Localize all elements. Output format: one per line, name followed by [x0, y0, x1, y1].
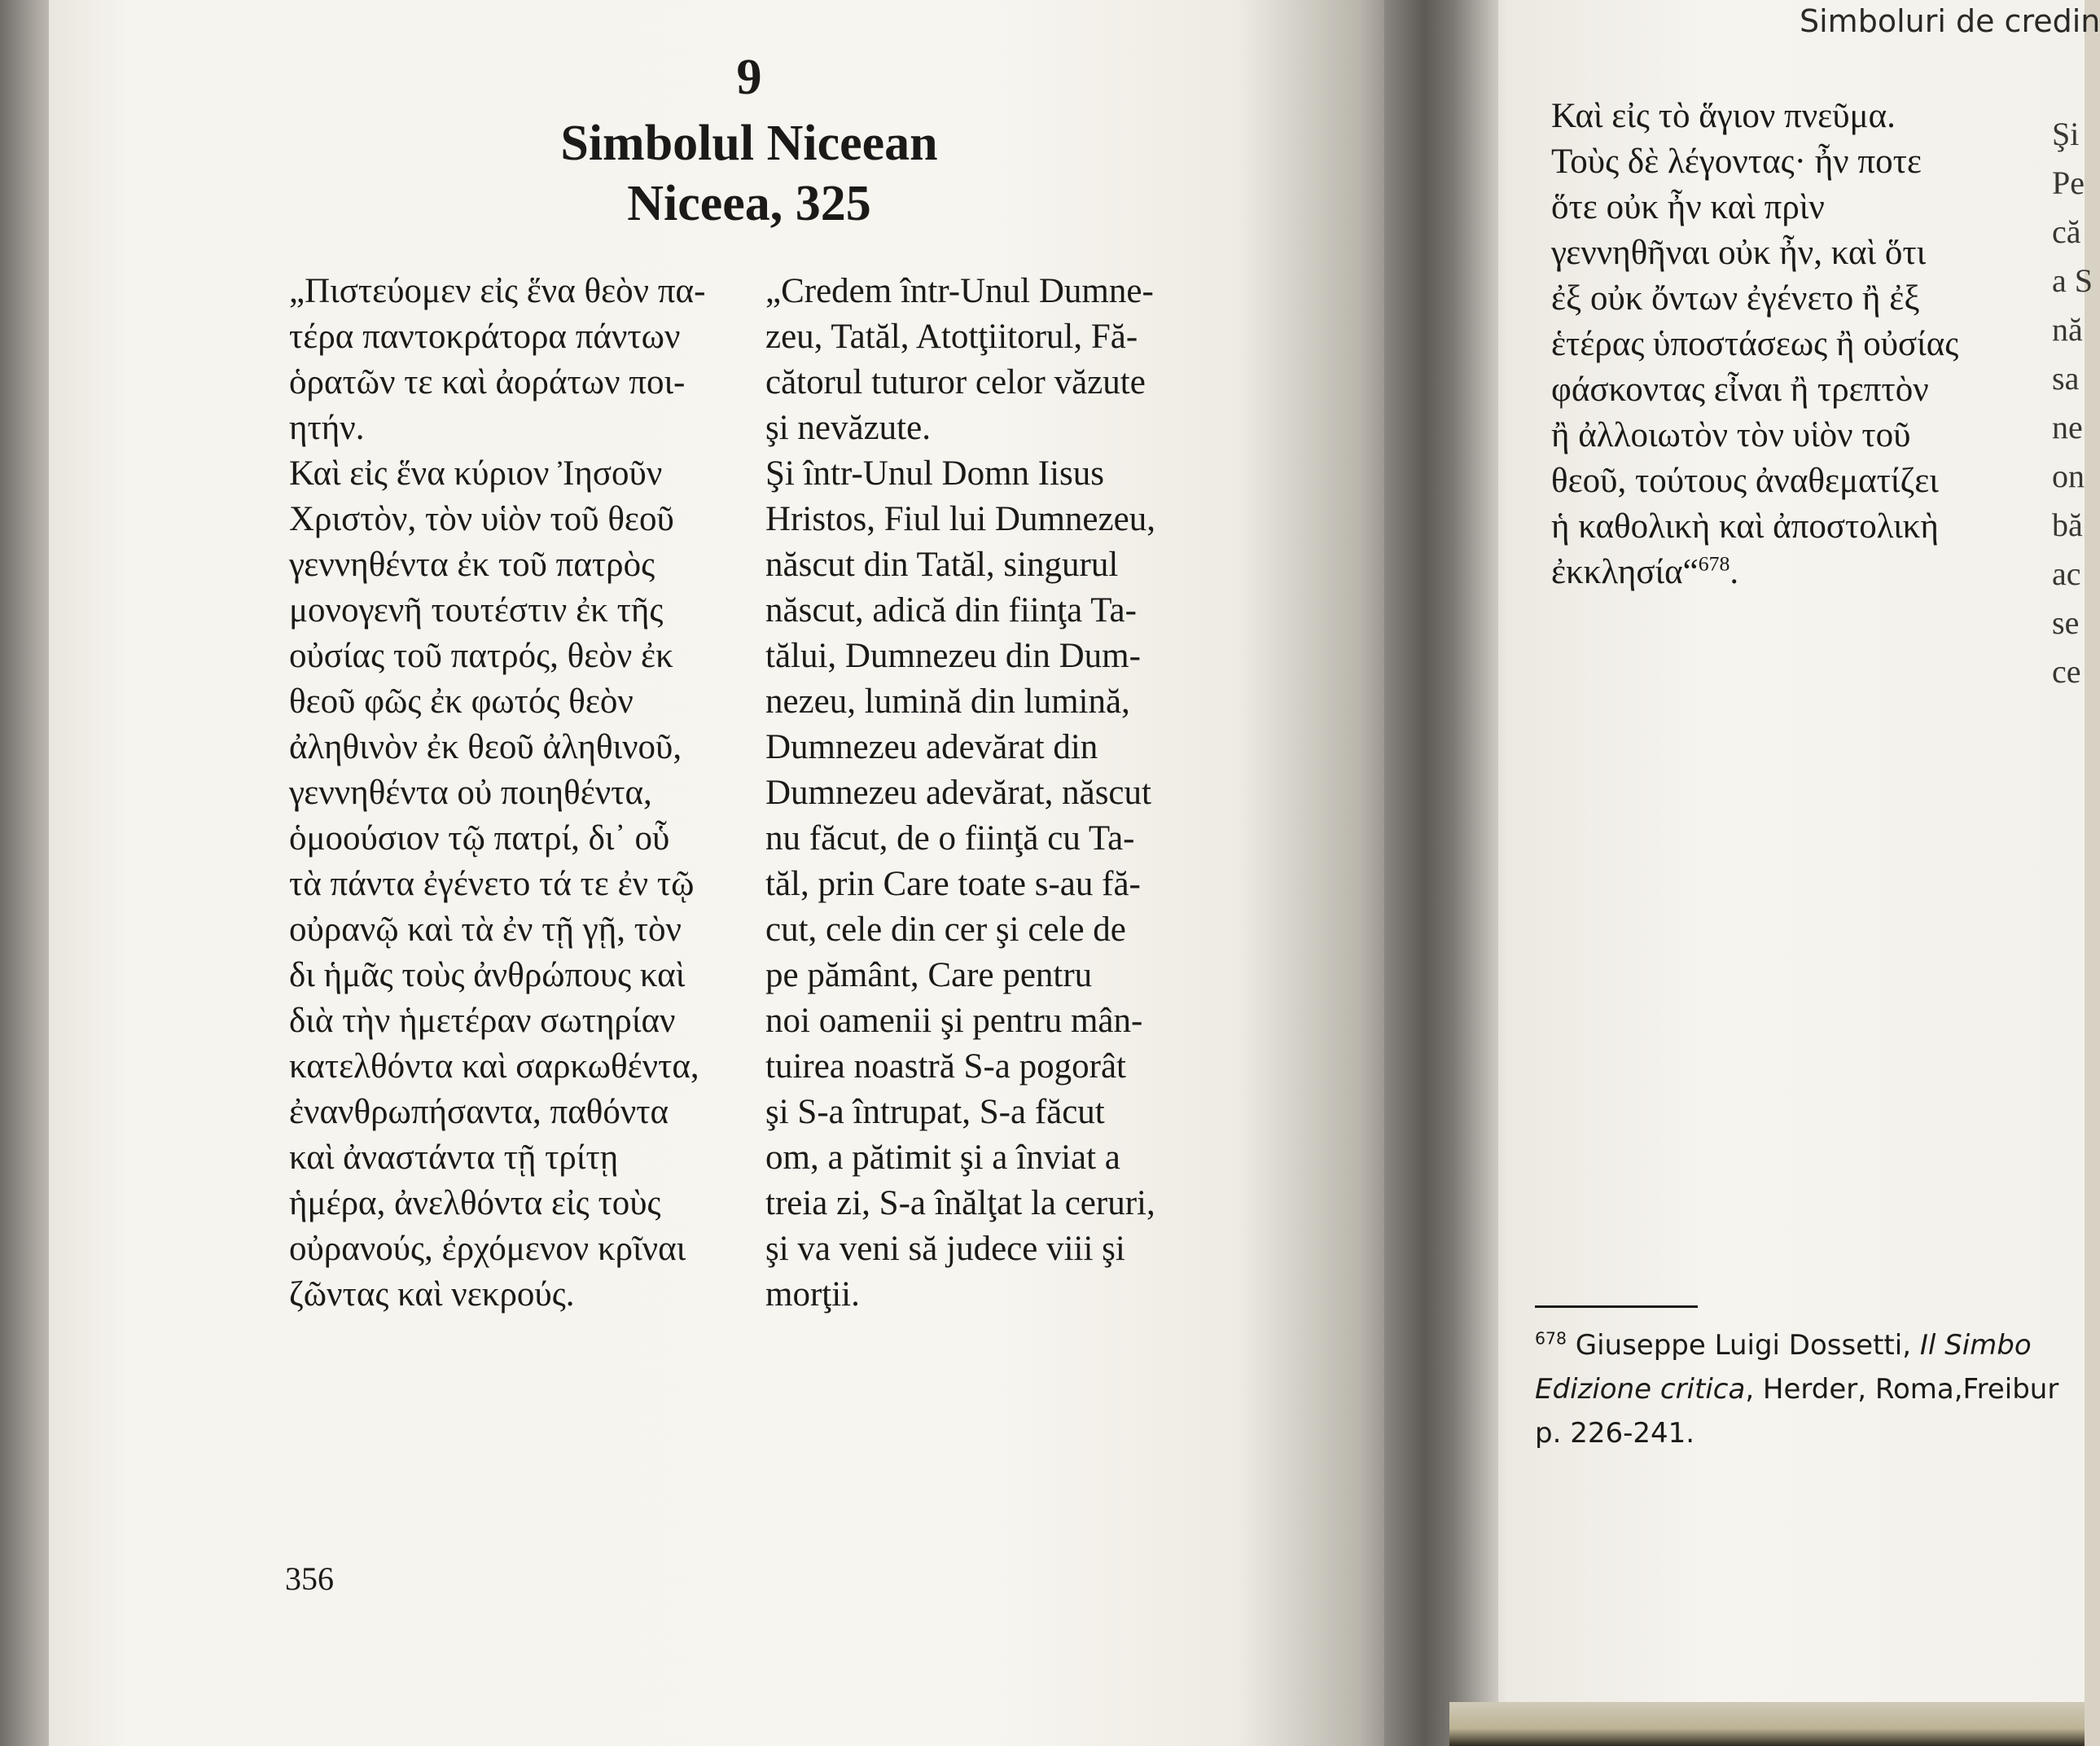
- romanian-text-line: tuirea noastră S-a pogorât: [765, 1047, 1126, 1086]
- greek-text-line: ητήν.: [289, 409, 365, 447]
- footnote-line-2: [1535, 1367, 2085, 1411]
- greek-text-line: ἀληθινὸν ἐκ θεοῦ ἀληθινοῦ,: [289, 728, 682, 766]
- text-line: ἢ ἀλλοιωτὸν τὸν υἱὸν τοῦ: [1551, 416, 1911, 454]
- romanian-text-line: nu făcut, de o fiinţă cu Ta-: [765, 819, 1135, 858]
- footnote-reference[interactable]: 678: [1698, 551, 1730, 576]
- greek-text-line: οὐρανῷ καὶ τὰ ἐν τῇ γῇ, τὸν: [289, 910, 682, 949]
- romanian-text-line: şi S-a întrupat, S-a făcut: [765, 1093, 1105, 1131]
- clipped-text-line: ac: [2052, 555, 2081, 592]
- text-line: ὅτε οὐκ ἦν καὶ πρὶν: [1551, 188, 1825, 226]
- footnote-line-1: [1535, 1323, 2085, 1367]
- romanian-text-line: morţii.: [765, 1275, 860, 1314]
- text-line: Τοὺς δὲ λέγοντας· ἦν ποτε: [1551, 143, 1922, 181]
- clipped-text-line: se: [2052, 604, 2080, 641]
- greek-text-line: ἐνανθρωπήσαντα, παθόντα: [289, 1093, 669, 1131]
- romanian-text-line: cătorul tuturor celor văzute: [765, 363, 1146, 401]
- greek-text-line: θεοῦ φῶς ἐκ φωτός θεὸν: [289, 682, 634, 721]
- greek-text-line: οὐσίας τοῦ πατρός, θεὸν ἐκ: [289, 637, 673, 675]
- romanian-text-line: şi va veni să judece viii şi: [765, 1230, 1125, 1268]
- book-bottom-edge: [1449, 1702, 2085, 1746]
- text-line: θεοῦ, τούτους ἀναθεματίζει: [1551, 462, 1939, 500]
- romanian-text-line: cut, cele din cer şi cele de: [765, 910, 1126, 949]
- running-head: Simboluri de credin: [1800, 3, 2100, 39]
- clipped-text-line: Pe: [2052, 165, 2085, 201]
- greek-text-line: ἡμέρα, ἀνελθόντα εἰς τοὺς: [289, 1184, 661, 1222]
- romanian-text-column: [765, 269, 1254, 1318]
- chapter-title: Simbolul Niceean: [560, 116, 938, 171]
- greek-text-line: τέρα παντοκράτορα πάντων: [289, 318, 681, 356]
- clipped-text-line: nă: [2052, 311, 2083, 348]
- romanian-text-line: noi oamenii şi pentru mân-: [765, 1002, 1143, 1040]
- text-line: Καὶ εἰς τὸ ἅγιον πνεῦμα.: [1551, 97, 1896, 135]
- book-gutter: [1384, 0, 1498, 1746]
- greek-text-line: Καὶ εἰς ἕνα κύριον Ἰησοῦν: [289, 454, 663, 493]
- romanian-text-line: pe pământ, Care pentru: [765, 956, 1093, 994]
- greek-text-line: καὶ ἀναστάντα τῇ τρίτῃ: [289, 1138, 619, 1177]
- clipped-text-line: on: [2052, 458, 2085, 494]
- greek-text-line: Χριστὸν, τὸν υἱὸν τοῦ θεοῦ: [289, 500, 674, 538]
- text-line: ἡ καθολικὴ καὶ ἀποστολικὴ: [1551, 507, 1939, 546]
- romanian-text-line: Hristos, Fiul lui Dumnezeu,: [765, 500, 1155, 538]
- romanian-text-line: Dumnezeu adevărat din: [765, 728, 1098, 766]
- text-line: ἐκκλησία“$^{678}$.: [1551, 551, 1739, 591]
- text-line: ἐξ οὐκ ὄντων ἐγένετο ἢ ἐξ: [1551, 279, 1920, 318]
- greek-text-line: γεννηθέντα οὐ ποιηθέντα,: [289, 774, 652, 812]
- clipped-text-line: Şi: [2052, 116, 2080, 152]
- romanian-text-line: zeu, Tatăl, Atotţiitorul, Fă-: [765, 318, 1138, 356]
- clipped-text-line: ce: [2052, 653, 2081, 690]
- greek-text-line: κατελθόντα καὶ σαρκωθέντα,: [289, 1047, 699, 1086]
- romanian-text-line: şi nevăzute.: [765, 409, 931, 447]
- chapter-number: 9: [736, 50, 762, 105]
- romanian-text-line: născut, adică din fiinţa Ta-: [765, 591, 1137, 630]
- text-line: φάσκοντας εἶναι ἢ τρεπτὸν: [1551, 371, 1929, 409]
- greek-text-line: γεννηθέντα ἐκ τοῦ πατρὸς: [289, 546, 655, 584]
- romanian-text-line: treia zi, S-a înălţat la ceruri,: [765, 1184, 1155, 1222]
- clipped-text-line: ne: [2052, 409, 2083, 445]
- clipped-text-line: bă: [2052, 507, 2083, 543]
- romanian-text-line: „Credem într-Unul Dumne-: [765, 272, 1154, 310]
- greek-text-line: οὐρανούς, ἐρχόμενον κρῖναι: [289, 1230, 686, 1268]
- footnote: [1535, 1323, 2085, 1455]
- page-number: 356: [285, 1560, 334, 1597]
- clipped-text-line: a S: [2052, 262, 2093, 299]
- greek-text-line: δι ἡμᾶς τοὺς ἀνθρώπους καὶ: [289, 956, 686, 994]
- romanian-text-line: om, a pătimit şi a înviat a: [765, 1138, 1120, 1177]
- greek-text-column: [289, 269, 745, 1318]
- greek-text-line: μονογενῆ τουτέστιν ἐκ τῆς: [289, 591, 664, 630]
- romanian-text-line: Dumnezeu adevărat, născut: [765, 774, 1151, 812]
- romanian-text-line: Şi într-Unul Domn Iisus: [765, 454, 1105, 493]
- greek-text-line: διὰ τὴν ἡμετέραν σωτηρίαν: [289, 1002, 676, 1040]
- footnote-number: 678: [1535, 1328, 1567, 1349]
- clipped-next-page-column: [2052, 110, 2093, 696]
- greek-text-line: ὁρατῶν τε καὶ ἀοράτων ποι-: [289, 363, 686, 401]
- footnote-title-part1: Il Simbo: [1919, 1329, 2032, 1362]
- footnote-rule: [1535, 1305, 1698, 1308]
- text-line: ἑτέρας ὑποστάσεως ἢ οὐσίας: [1551, 325, 1959, 363]
- greek-text-line: ὁμοούσιον τῷ πατρί, δι᾽ οὗ: [289, 819, 670, 858]
- clipped-text-line: sa: [2052, 360, 2080, 397]
- footnote-publisher: , Herder, Roma,Freibur: [1745, 1373, 2059, 1406]
- romanian-text-line: născut din Tatăl, singurul: [765, 546, 1119, 584]
- greek-text-line: ζῶντας καὶ νεκρούς.: [289, 1275, 575, 1314]
- footnote-author: Giuseppe Luigi Dossetti,: [1575, 1329, 1920, 1362]
- chapter-subtitle: Niceea, 325: [627, 176, 871, 231]
- romanian-text-line: nezeu, lumină din lumină,: [765, 682, 1130, 721]
- clipped-text-line: că: [2052, 213, 2081, 250]
- footnote-title-part2: Edizione critica: [1535, 1373, 1746, 1406]
- greek-text-line: τὰ πάντα ἐγένετο τά τε ἐν τῷ: [289, 865, 695, 903]
- romanian-text-line: tălui, Dumnezeu din Dum-: [765, 637, 1141, 675]
- text-line-end: ἐκκλησία“: [1551, 553, 1699, 591]
- text-line: γεννηθῆναι οὐκ ἦν, καὶ ὅτι: [1551, 234, 1927, 272]
- romanian-text-line: tăl, prin Care toate s-au fă-: [765, 865, 1141, 903]
- right-greek-text-column: [1551, 94, 2023, 595]
- greek-text-line: „Πιστεύομεν εἰς ἕνα θεὸν πα-: [289, 272, 706, 310]
- footnote-pages: p. 226-241.: [1535, 1417, 1695, 1450]
